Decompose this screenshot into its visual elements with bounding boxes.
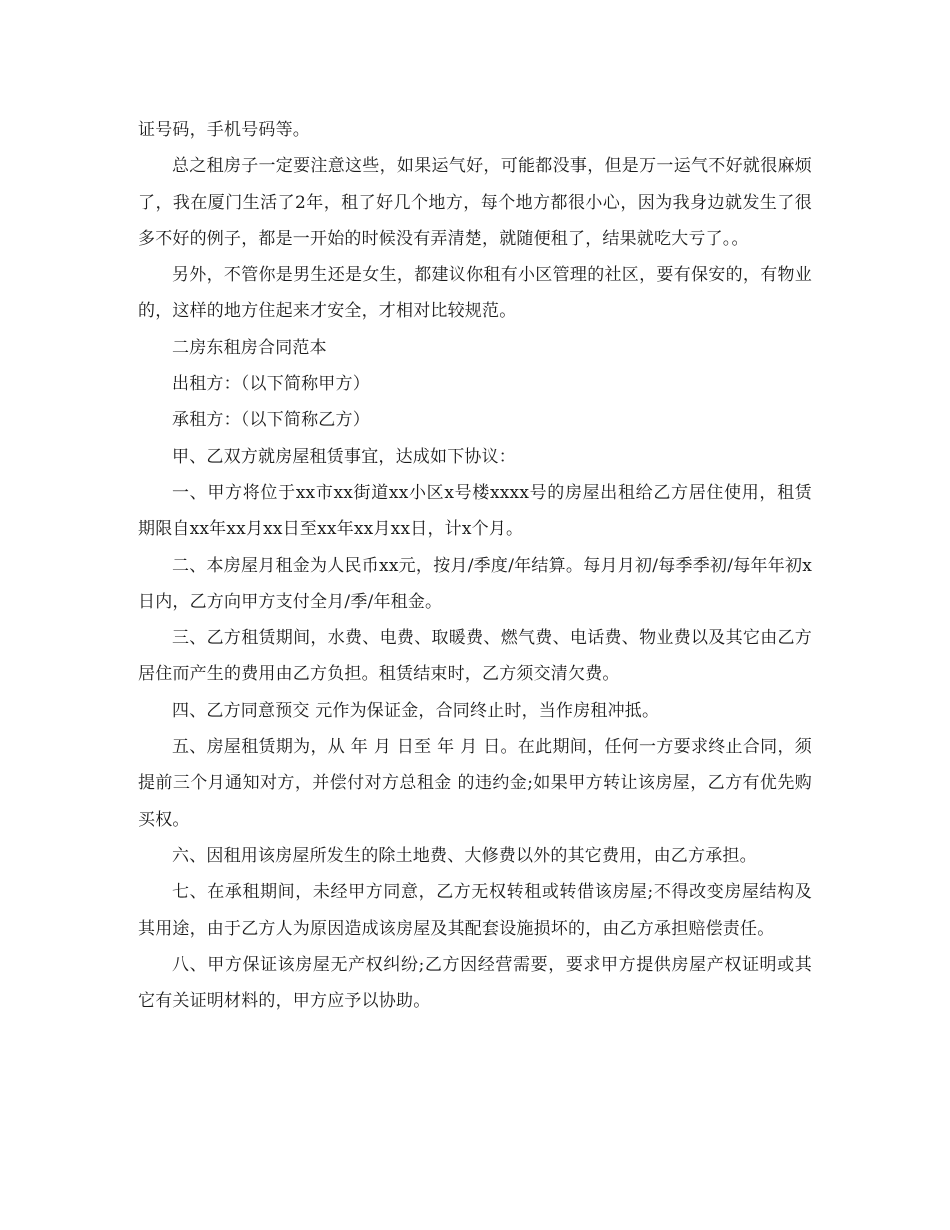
contract-title: 二房东租房合同范本 <box>172 337 327 358</box>
document-body <box>138 112 812 1019</box>
clause-6-other-fees: 六、因租用该房屋所发生的除土地费、大修费以外的其它费用，由乙方承担。 <box>172 845 757 866</box>
lessor-line: 出租方：（以下简称甲方） <box>172 374 370 395</box>
agreement-intro: 甲、乙双方就房屋租赁事宜，达成如下协议： <box>172 446 516 467</box>
clause-4-deposit: 四、乙方同意预交 元作为保证金，合同终止时，当作房租冲抵。 <box>172 700 660 721</box>
clause-7-sublease-restriction: 七、在承租期间，未经甲方同意，乙方无权转租或转借该房屋;不得改变房屋结构及其用途，由于乙方人为原因造成该房屋及其配套设施损坏的，由乙方承担赔偿责任。 <box>138 882 812 939</box>
clause-1-property-and-term: 一、甲方将位于xx市xx街道xx小区x号楼xxxx号的房屋出租给乙方居住使用，租赁期限自xx年xx月xx日至xx年xx月xx日，计x个月。 <box>138 482 812 540</box>
clause-2-rent-payment: 二、本房屋月租金为人民币xx元，按月/季度/年结算。每月月初/每季季初/每年年初x日内，乙方向甲方支付全月/季/年租金。 <box>138 555 812 612</box>
paragraph-id-number-continuation: 证号码，手机号码等。 <box>138 120 310 140</box>
clause-8-property-rights: 八、甲方保证该房屋无产权纠纷;乙方因经营需要，要求甲方提供房屋产权证明或其它有关证明材料的，甲方应予以协助。 <box>138 954 812 1012</box>
clause-5-lease-period: 五、房屋租赁期为，从 年 月 日至 年 月 日。在此期间，任何一方要求终止合同，须提前三个月通知对方，并偿付对方总租金 的违约金;如果甲方转让该房屋，乙方有优先购买权。 <box>138 737 812 830</box>
clause-3-utility-fees: 三、乙方租赁期间，水费、电费、取暖费、燃气费、电话费、物业费以及其它由乙方居住而产生的费用由乙方负担。租赁结束时，乙方须交清欠费。 <box>138 628 812 685</box>
lessee-line: 承租方：（以下简称乙方） <box>172 410 370 431</box>
paragraph-managed-community-advice: 另外，不管你是男生还是女生，都建议你租有小区管理的社区，要有保安的，有物业的，这样的地方住起来才安全，才相对比较规范。 <box>138 265 812 322</box>
paragraph-rental-caution: 总之租房子一定要注意这些，如果运气好，可能都没事，但是万一运气不好就很麻烦了，我在厦门生活了2年，租了好几个地方，每个地方都很小心，因为我身边就发生了很多不好的例子，都是一开始的时候没有弄清楚，就随便租了，结果就吃大亏了。。 <box>138 156 812 249</box>
